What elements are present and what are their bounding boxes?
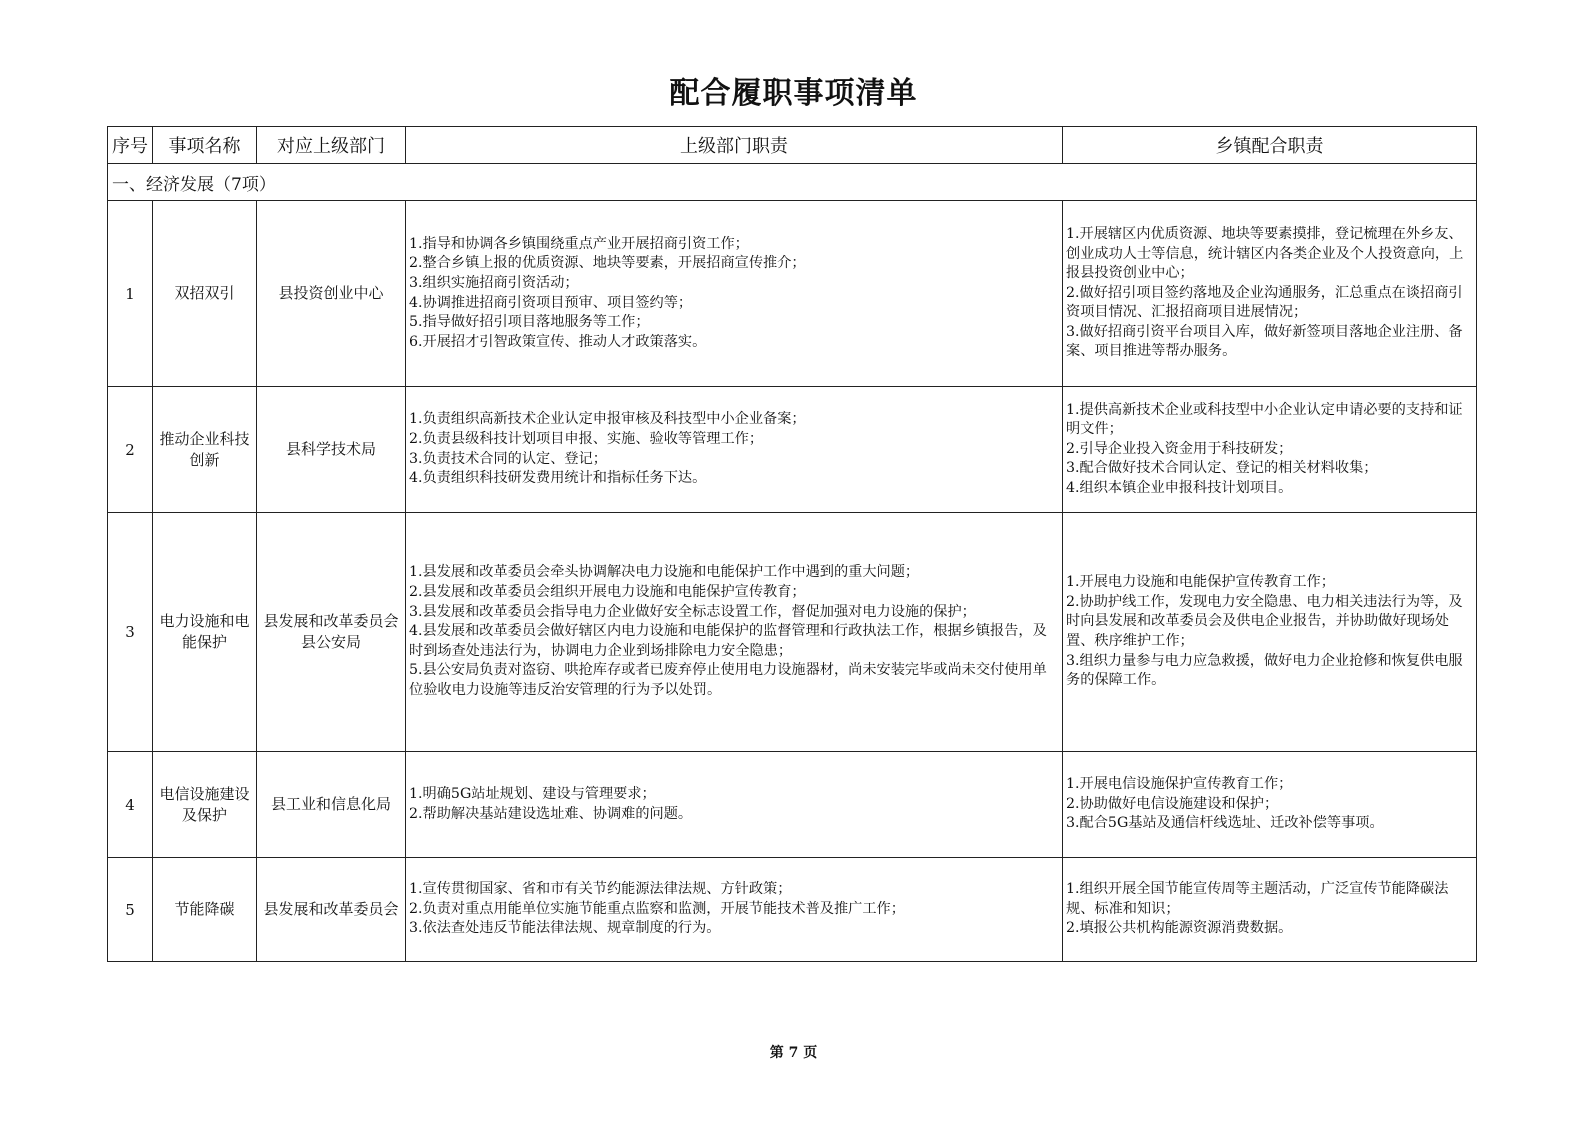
superior-duty-item: 2.县发展和改革委员会组织开展电力设施和电能保护宣传教育； [409,584,806,601]
row-number: 4 [108,752,153,858]
superior-department [257,752,406,858]
town-duty-item: 1.组织开展全国节能宣传周等主题活动，广泛宣传节能降碳法规、标准和知识； [1066,881,1449,917]
superior-duty-cell [406,858,1063,962]
town-duty-item: 1.开展辖区内优质资源、地块等要素摸排，登记梳理在外乡友、创业成功人士等信息，统计辖区内各类企业及个人投资意向，上报县投资创业中心； [1066,225,1464,282]
superior-duty-cell [406,513,1063,752]
superior-duty-item: 5.县公安局负责对盗窃、哄抢库存或者已废弃停止使用电力设施器材，尚未安装完毕或尚未交付使用单位验收电力设施等违反治安管理的行为予以处罚。 [409,662,1047,698]
duty-table [107,126,1477,962]
table-header-row [108,127,1477,164]
department-name: 县公安局 [300,633,361,651]
town-duty-item: 2.填报公共机构能源资源消费数据。 [1066,920,1293,937]
table-row [108,752,1477,858]
town-duty-cell [1063,201,1477,387]
town-duty-item: 2.引导企业投入资金用于科技研发； [1066,440,1293,457]
town-duty-item: 1.开展电力设施和电能保护宣传教育工作； [1066,574,1335,591]
department-name: 县发展和改革委员会 [263,900,399,918]
department-name: 县投资创业中心 [278,284,384,302]
town-duty-item: 3.组织力量参与电力应急救援，做好电力企业抢修和恢复供电服务的保障工作。 [1066,652,1463,689]
row-number: 1 [108,201,153,387]
section-title: 一、经济发展（7项） [108,164,1477,201]
town-duty-cell [1063,387,1477,513]
table-row [108,387,1477,513]
superior-duty-cell [406,387,1063,513]
superior-duty-item: 3.县发展和改革委员会指导电力企业做好安全标志设置工作，督促加强对电力设施的保护； [409,603,976,620]
superior-duty-item: 1.负责组织高新技术企业认定申报审核及科技型中小企业备案； [409,411,806,428]
superior-duty-item: 1.明确5G站址规划、建设与管理要求； [409,785,656,802]
table-row [108,201,1477,387]
town-duty-cell [1063,858,1477,962]
superior-duty-item: 1.县发展和改革委员会牵头协调解决电力设施和电能保护工作中遇到的重大问题； [409,564,920,581]
superior-duty-item: 2.负责对重点用能单位实施节能重点监察和监测，开展节能技术普及推广工作； [409,900,905,917]
department-name: 县发展和改革委员会 [263,612,399,630]
town-duty-item: 2.协助护线工作，发现电力安全隐患、电力相关违法行为等，及时向县发展和改革委员会及供电企业报告，并协助做好现场处置、秩序维护工作； [1066,593,1463,649]
superior-duty-item: 1.宣传贯彻国家、省和市有关节约能源法律法规、方针政策； [409,881,792,898]
superior-duty-item: 3.依法查处违反节能法律法规、规章制度的行为。 [409,920,721,937]
town-duty-item: 1.提供高新技术企业或科技型中小企业认定申请必要的支持和证明文件； [1066,401,1463,438]
superior-duty-item: 2.帮助解决基站建设选址难、协调难的问题。 [409,805,693,822]
town-duty-item: 1.开展电信设施保护宣传教育工作； [1066,776,1293,793]
town-duty-item: 3.配合做好技术合同认定、登记的相关材料收集； [1066,460,1378,477]
superior-duty-item: 4.协调推进招商引资项目预审、项目签约等； [409,294,693,311]
superior-duty-item: 4.负责组织科技研发费用统计和指标任务下达。 [409,470,707,487]
superior-department [257,513,406,752]
department-name: 县工业和信息化局 [270,795,391,813]
superior-duty-cell [406,201,1063,387]
town-duty-item: 3.配合5G基站及通信杆线选址、迁改补偿等事项。 [1066,815,1384,832]
header-superior-duty: 上级部门职责 [406,127,1063,164]
page-title: 配合履职事项清单 [669,76,918,111]
item-name: 双招双引 [153,201,257,387]
town-duty-cell [1063,752,1477,858]
town-duty-item: 3.做好招商引资平台项目入库，做好新签项目落地企业注册、备案、项目推进等帮办服务。 [1066,323,1463,360]
table-row [108,858,1477,962]
superior-department [257,858,406,962]
superior-department [257,201,406,387]
town-duty-item: 2.协助做好电信设施建设和保护； [1066,795,1279,812]
item-name: 节能降碳 [153,858,257,962]
table-row [108,513,1477,752]
header-name: 事项名称 [153,127,257,164]
superior-duty-item: 4.县发展和改革委员会做好辖区内电力设施和电能保护的监督管理和行政执法工作，根据乡镇报告，及时到场查处违法行为，协调电力企业到场排除电力安全隐患； [409,623,1047,659]
item-name: 推动企业科技创新 [153,387,257,513]
superior-duty-item: 6.开展招才引智政策宣传、推动人才政策落实。 [409,333,707,350]
superior-duty-item: 5.指导做好招引项目落地服务等工作； [409,314,650,331]
row-number: 3 [108,513,153,752]
superior-duty-item: 3.组织实施招商引资活动； [409,274,579,291]
superior-duty-item: 3.负责技术合同的认定、登记； [409,450,607,467]
superior-department [257,387,406,513]
row-number: 2 [108,387,153,513]
town-duty-cell [1063,513,1477,752]
town-duty-item: 4.组织本镇企业申报科技计划项目。 [1066,479,1293,496]
row-number: 5 [108,858,153,962]
header-town-duty: 乡镇配合职责 [1063,127,1477,164]
department-name: 县科学技术局 [285,440,376,458]
town-duty-item: 2.做好招引项目签约落地及企业沟通服务，汇总重点在谈招商引资项目情况、汇报招商项目进展情况； [1066,284,1463,321]
header-no: 序号 [108,127,153,164]
superior-duty-cell [406,752,1063,858]
page-number: 第 7 页 [769,1045,818,1061]
superior-duty-item: 1.指导和协调各乡镇围绕重点产业开展招商引资工作； [409,235,749,252]
header-dept: 对应上级部门 [257,127,406,164]
superior-duty-item: 2.负责县级科技计划项目申报、实施、验收等管理工作； [409,430,764,447]
item-name: 电信设施建设及保护 [153,752,257,858]
section-row [108,164,1477,201]
item-name: 电力设施和电能保护 [153,513,257,752]
superior-duty-item: 2.整合乡镇上报的优质资源、地块等要素，开展招商宣传推介； [409,255,806,272]
